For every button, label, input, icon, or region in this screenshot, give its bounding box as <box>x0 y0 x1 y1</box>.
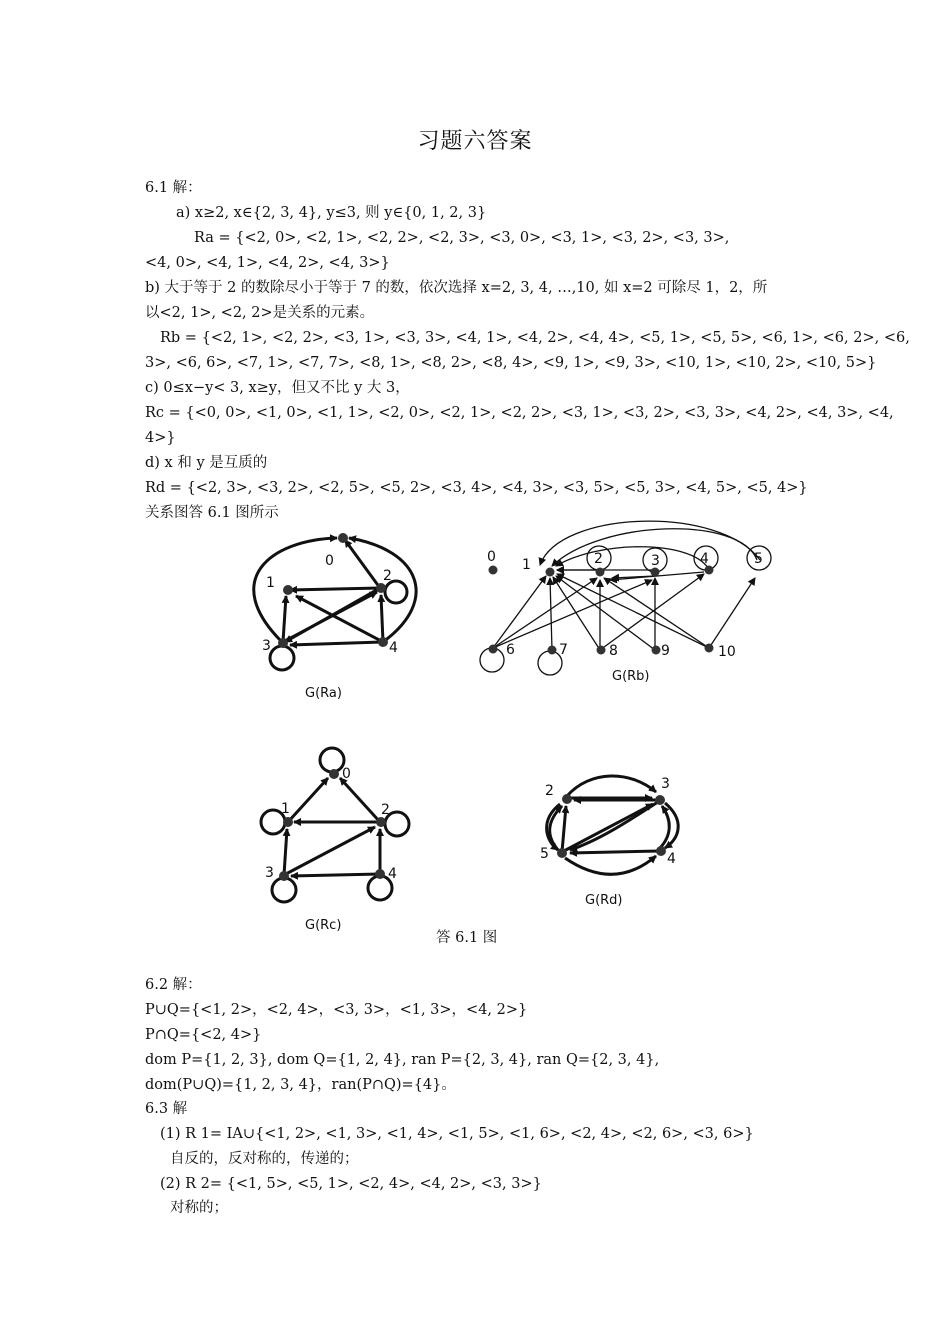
text-line: 3>, <6, 6>, <7, 1>, <7, 7>, <8, 1>, <8, 2>, <8, 4>, <9, 1>, <9, 3>, <10, 1>, <10, 2>, <10, 5>} <box>145 355 877 371</box>
text-line: 以<2, 1>, <2, 2>是关系的元素。 <box>145 305 375 321</box>
node <box>597 646 606 655</box>
figure-caption: 答 6.1 图 <box>436 930 498 946</box>
node-label: 9 <box>661 643 670 659</box>
node-label: 0 <box>342 766 351 782</box>
node-label: 4 <box>388 866 397 882</box>
text-line: (2) R 2= {<1, 5>, <5, 1>, <2, 4>, <4, 2>, <3, 3>} <box>160 1176 542 1192</box>
text-line: Ra = {<2, 0>, <2, 1>, <2, 2>, <2, 3>, <3, 0>, <3, 1>, <3, 2>, <3, 3>, <box>194 230 730 246</box>
node <box>329 769 339 779</box>
node-label: 10 <box>718 644 736 660</box>
node-label: 6 <box>506 642 515 658</box>
text-line: c) 0≤x−y< 3, x≥y，但又不比 y 大 3， <box>145 380 410 396</box>
node-label: 2 <box>383 568 392 584</box>
edge <box>565 856 656 874</box>
text-line: dom P={1, 2, 3}, dom Q={1, 2, 4}, ran P={2, 3, 4}, ran Q={2, 3, 4}, <box>145 1052 660 1068</box>
node <box>557 848 567 858</box>
edge <box>562 806 566 852</box>
text-line: 关系图答 6.1 图所示 <box>145 505 279 521</box>
node-label: 3 <box>661 776 670 792</box>
edge <box>296 596 383 642</box>
self-loop <box>385 581 407 603</box>
node-label: 3 <box>651 553 660 569</box>
edge <box>283 596 286 642</box>
node <box>376 817 386 827</box>
node-label: 8 <box>609 643 618 659</box>
node-label: 3 <box>265 865 274 881</box>
node-label: 1 <box>266 575 275 591</box>
edge <box>709 578 755 648</box>
graph-rd <box>547 776 679 874</box>
page-title: 习题六答案 <box>417 129 533 154</box>
graph-caption-rb: G(Rb) <box>612 669 650 684</box>
text-line: a) x≥2, x∈{2, 3, 4}, y≤3, 则 y∈{0, 1, 2, 3} <box>176 205 487 221</box>
text-line: 自反的，反对称的，传递的； <box>170 1151 359 1167</box>
text-line: d) x 和 y 是互质的 <box>145 455 268 471</box>
node-label: 3 <box>262 638 271 654</box>
node <box>375 869 385 879</box>
node <box>338 533 348 543</box>
node-label: 1 <box>522 557 531 573</box>
edge <box>381 595 383 642</box>
graph-caption-rc: G(Rc) <box>305 918 342 933</box>
edge <box>283 592 377 642</box>
graph-caption-ra: G(Ra) <box>305 686 342 701</box>
edge <box>604 578 709 648</box>
node <box>283 585 293 595</box>
text-line: 6.2 解： <box>145 977 202 993</box>
text-line: 对称的； <box>170 1200 228 1216</box>
node-label: 7 <box>559 642 568 658</box>
node <box>489 645 498 654</box>
node <box>655 795 665 805</box>
edge <box>288 778 328 822</box>
node-label: 4 <box>667 851 676 867</box>
node <box>489 566 498 575</box>
text-line: Rc = {<0, 0>, <1, 0>, <1, 1>, <2, 0>, <2, 1>, <2, 2>, <3, 1>, <3, 2>, <3, 3>, <4, 2>, <4, 3>, <4, <box>145 405 894 421</box>
node-label: 5 <box>540 846 549 862</box>
node-label: 5 <box>754 551 763 567</box>
node <box>596 568 605 577</box>
text-line: <4, 0>, <4, 1>, <4, 2>, <4, 3>} <box>145 255 390 271</box>
edge <box>567 776 656 796</box>
edge <box>556 576 655 650</box>
edge <box>660 806 669 848</box>
edge <box>290 588 380 590</box>
node <box>562 794 572 804</box>
node <box>376 583 386 593</box>
node-label: 0 <box>487 549 496 565</box>
edge <box>562 804 653 852</box>
edge <box>570 851 660 853</box>
node <box>652 646 661 655</box>
node <box>283 817 293 827</box>
text-line: 6.1 解： <box>145 180 202 196</box>
self-loop <box>272 878 296 902</box>
text-line: Rd = {<2, 3>, <3, 2>, <2, 5>, <5, 2>, <3, 4>, <4, 3>, <3, 5>, <5, 3>, <4, 5>, <5, 4>} <box>145 480 808 496</box>
node-label: 0 <box>325 553 334 569</box>
node-label: 2 <box>545 783 554 799</box>
text-line: b) 大于等于 2 的数除尽小于等于 7 的数，依次选择 x=2, 3, 4, …,10, 如 x=2 可除尽 1，2，所 <box>145 280 768 296</box>
node-label: 4 <box>389 640 398 656</box>
node-label: 4 <box>700 551 709 567</box>
graph-caption-rd: G(Rd) <box>585 893 623 908</box>
node <box>546 568 555 577</box>
edge <box>284 827 375 875</box>
node <box>705 644 714 653</box>
text-line: (1) R 1= IA∪{<1, 2>, <1, 3>, <1, 4>, <1, 5>, <1, 6>, <2, 4>, <2, 6>, <3, 6>} <box>160 1126 754 1142</box>
edge <box>493 580 652 648</box>
text-line: 4>} <box>145 430 176 446</box>
node <box>656 846 666 856</box>
node <box>548 646 557 655</box>
node <box>278 638 288 648</box>
edge <box>665 803 678 848</box>
node-label: 2 <box>594 551 603 567</box>
node <box>378 637 388 647</box>
edge <box>291 874 380 876</box>
edge <box>290 642 383 645</box>
relation-graphs-figure <box>0 520 950 950</box>
edge <box>345 540 380 588</box>
text-line: 6.3 解 <box>145 1101 188 1117</box>
edge <box>550 578 552 650</box>
text-line: P∩Q={<2, 4>} <box>145 1027 262 1043</box>
node <box>279 871 289 881</box>
text-line: dom(P∪Q)={1, 2, 3, 4}，ran(P∩Q)={4}。 <box>145 1077 456 1093</box>
node-label: 2 <box>381 802 390 818</box>
text-line: P∪Q={<1, 2>，<2, 4>，<3, 3>，<1, 3>，<4, 2>} <box>145 1002 528 1018</box>
edge <box>340 778 380 822</box>
edge <box>553 577 600 650</box>
edge <box>556 547 708 568</box>
edge <box>284 829 287 875</box>
self-loop <box>270 646 294 670</box>
edge <box>493 578 597 648</box>
text-line: Rb = {<2, 1>, <2, 2>, <3, 1>, <3, 3>, <4, 1>, <4, 2>, <4, 4>, <5, 1>, <5, 5>, <6, 1>, <6, 2>, <6, <box>160 330 910 346</box>
self-loop <box>320 748 344 772</box>
node-label: 1 <box>281 801 290 817</box>
